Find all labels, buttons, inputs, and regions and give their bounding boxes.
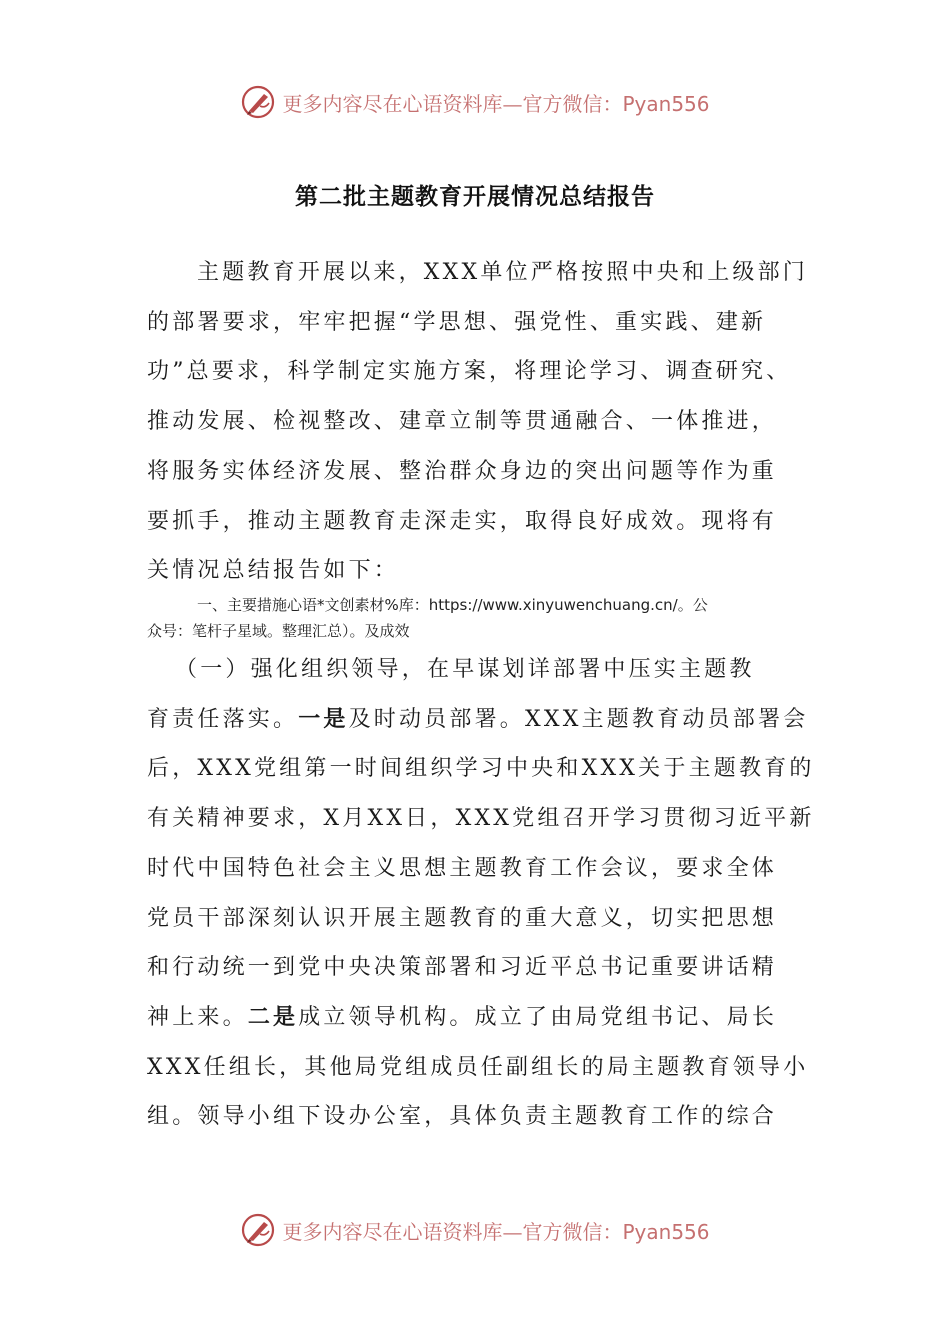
- section-1-paragraph: [147, 645, 815, 1142]
- section-line: 组。领导小组下设办公室，具体负责主题教育工作的综合: [147, 1104, 778, 1130]
- section-heading-note: [147, 592, 797, 644]
- section-line: 时代中国特色社会主义思想主题教育工作会议，要求全体: [147, 855, 778, 881]
- note-line: 一、主要措施心语*文创素材%库：https://www.xinyuwenchuang.cn/。公: [197, 596, 708, 614]
- pen-logo-icon: [240, 1212, 276, 1248]
- text-run: 成立领导机构。成立了由局党组书记、局长: [298, 1004, 778, 1030]
- section-line: [147, 695, 807, 745]
- emphasis-second: 二是: [247, 1003, 299, 1030]
- section-line: 有关精神要求，X月XX日，XXX党组召开学习贯彻习近平新: [147, 806, 815, 832]
- watermark-text: 更多内容尽在心语资料库—官方微信：Pyan556: [282, 91, 710, 116]
- section-line: 党员干部深刻认识开展主题教育的重大意义，切实把思想: [147, 905, 778, 931]
- intro-line: 推动发展、检视整改、建章立制等贯通融合、一体推进，: [147, 409, 778, 435]
- emphasis-first: 一是: [298, 705, 349, 732]
- text-run: 及时动员部署。XXX主题教育动员部署会: [348, 706, 809, 732]
- intro-line: 的部署要求，牢牢把握“学思想、强党性、重实践、建新: [147, 309, 767, 335]
- section-line: 后，XXX党组第一时间组织学习中央和XXX关于主题教育的: [147, 756, 815, 782]
- intro-line: 将服务实体经济发展、整治群众身边的突出问题等作为重: [147, 458, 778, 484]
- intro-line: 功”总要求，科学制定实施方案，将理论学习、调查研究、: [147, 359, 792, 385]
- intro-line: 要抓手，推动主题教育走深走实，取得良好成效。现将有: [147, 508, 778, 534]
- intro-line: 主题教育开展以来，XXX单位严格按照中央和上级部门: [197, 260, 808, 285]
- document-title: 第二批主题教育开展情况总结报告: [295, 183, 655, 210]
- intro-line: 关情况总结报告如下：: [147, 558, 400, 584]
- intro-paragraph: [147, 248, 807, 596]
- watermark-wechat-id: Pyan556: [622, 1219, 710, 1244]
- text-run: 育责任落实。: [147, 706, 299, 732]
- section-line: 和行动统一到党中央决策部署和习近平总书记重要讲话精: [147, 955, 778, 981]
- header-watermark: [0, 84, 950, 120]
- note-line: 众号：笔杆子星域。整理汇总）。及成效: [147, 622, 410, 640]
- section-line: （一）强化组织领导，在早谋划详部署中压实主题教: [175, 657, 755, 682]
- watermark-wechat-id: Pyan556: [622, 91, 710, 116]
- text-run: 神上来。: [147, 1004, 248, 1030]
- watermark-text: 更多内容尽在心语资料库—官方微信：Pyan556: [282, 1219, 710, 1244]
- footer-watermark: [0, 1212, 950, 1248]
- section-line: [147, 993, 807, 1043]
- section-line: XXX任组长，其他局党组成员任副组长的局主题教育领导小: [147, 1054, 809, 1080]
- pen-logo-icon: [240, 84, 276, 120]
